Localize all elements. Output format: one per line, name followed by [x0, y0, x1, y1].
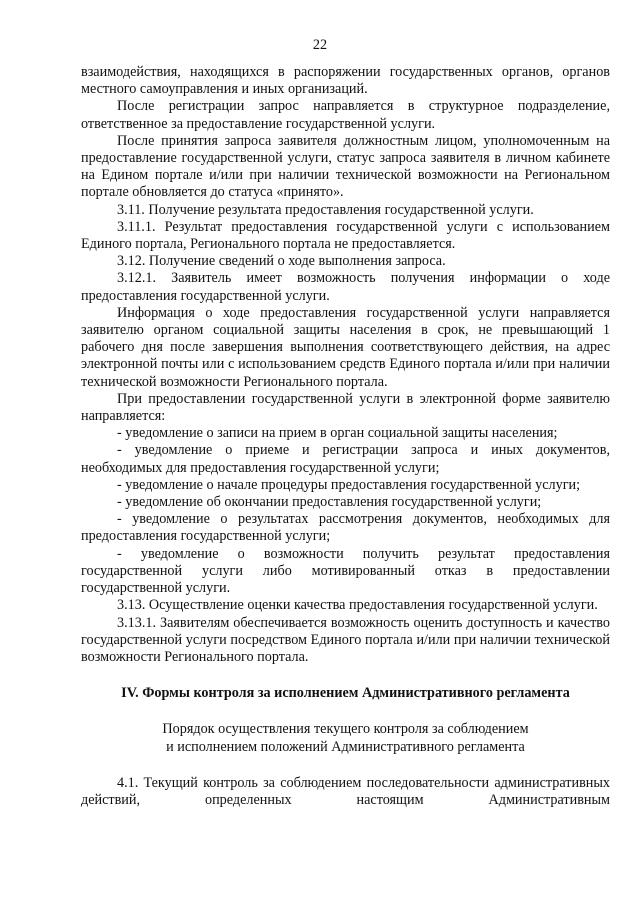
list-item: - уведомление о возможности получить результат предоставления государственной услуги либо мотивированный отказ в предоставлении государственной услуги. — [81, 545, 610, 597]
list-item: - уведомление о результатах рассмотрения документов, необходимых для предоставления государственной услуги; — [81, 511, 610, 545]
list-item: - уведомление о приеме и регистрации запроса и иных документов, необходимых для предоставления государственной услуги; — [81, 442, 610, 476]
paragraph-acceptance: После принятия запроса заявителя должностным лицом, уполномоченным на предоставление государственной услуги, статус запроса заявителя в личном кабинете на Едином портале и/или при наличии технической возможности на Региональном портале обновляется до статуса «принято». — [81, 132, 610, 201]
paragraph-continuation: взаимодействия, находящихся в распоряжении государственных органов, органов местного самоуправления и иных организаций. — [81, 64, 610, 98]
paragraph-information: Информация о ходе предоставления государственной услуги направляется заявителю органом социальной защиты населения в срок, не превышающий 1 рабочего дня после завершения выполнения соответствующего действия, на адрес электронной почты или с использованием средств Единого портала и/или при наличии технической возможности Регионального портала. — [81, 304, 610, 390]
paragraph-3-13-1: 3.13.1. Заявителям обеспечивается возможность оценить доступность и качество государственной услуги посредством Единого портала и/или при наличии технической возможности Регионального портала. — [81, 614, 610, 665]
paragraph-3-13: 3.13. Осуществление оценки качества предоставления государственной услуги. — [117, 597, 598, 614]
paragraph-3-12-1: 3.12.1. Заявитель имеет возможность получения информации о ходе предоставления государственной услуги. — [81, 270, 610, 304]
list-item: - уведомление о начале процедуры предоставления государственной услуги; — [117, 476, 581, 493]
subsection-heading-line: и исполнением положений Административного регламента — [166, 738, 525, 755]
paragraph-3-12: 3.12. Получение сведений о ходе выполнения запроса. — [117, 253, 446, 270]
paragraph-4-1: 4.1. Текущий контроль за соблюдением последовательности административных действий, определенных настоящим Административным — [81, 774, 610, 808]
list-item: - уведомление об окончании предоставления государственной услуги; — [117, 494, 542, 511]
section-heading: IV. Формы контроля за исполнением Административного регламента — [121, 685, 570, 702]
subsection-heading — [81, 721, 610, 755]
page-number: 22 — [312, 37, 328, 53]
paragraph-3-11: 3.11. Получение результата предоставления государственной услуги. — [117, 201, 534, 218]
paragraph-3-11-1: 3.11.1. Результат предоставления государственной услуги с использованием Единого портала, Регионального портала не предоставляется. — [81, 218, 610, 253]
subsection-heading-line: Порядок осуществления текущего контроля за соблюдением — [162, 721, 529, 738]
list-item: - уведомление о записи на прием в орган социальной защиты населения; — [117, 425, 558, 442]
paragraph-electronic-form: При предоставлении государственной услуги в электронной форме заявителю направляется: — [81, 390, 610, 425]
paragraph-registration: После регистрации запрос направляется в структурное подразделение, ответственное за предоставление государственной услуги. — [81, 98, 610, 132]
document-body — [81, 64, 610, 809]
